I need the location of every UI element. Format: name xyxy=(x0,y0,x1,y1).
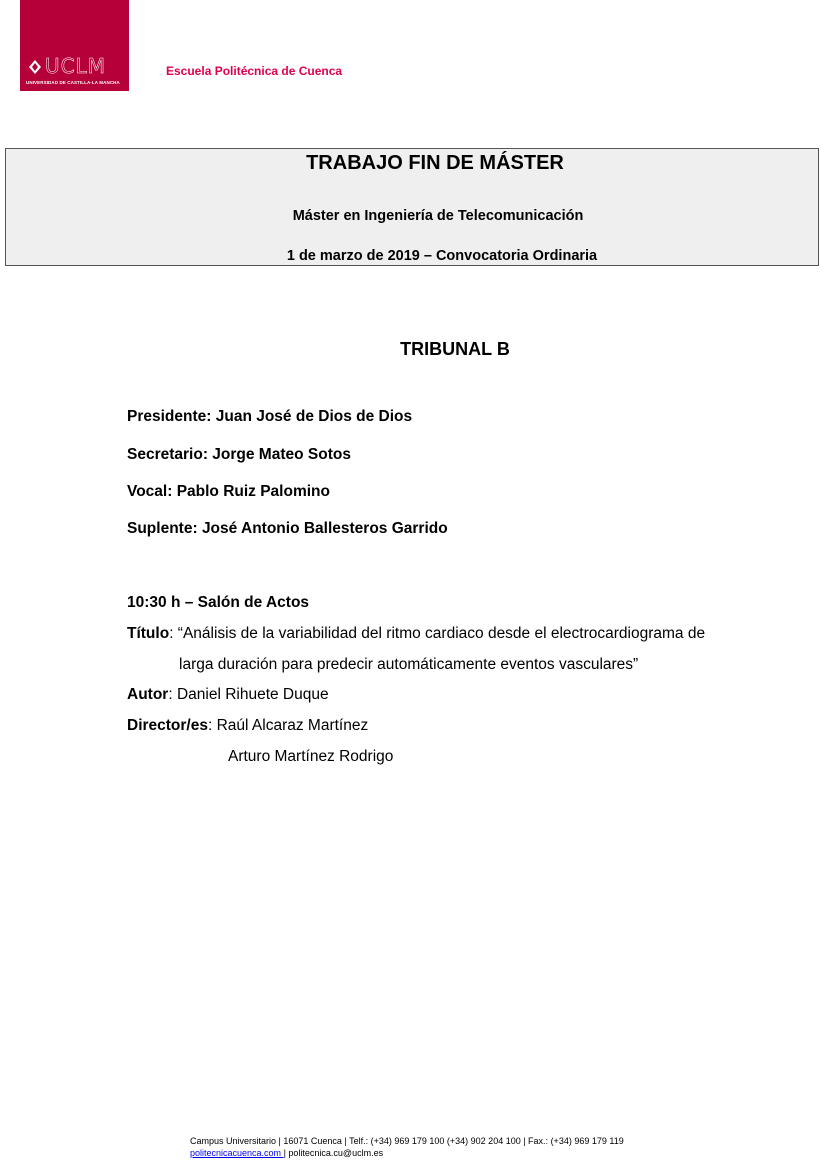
footer-contact xyxy=(190,1148,383,1158)
degree-name: Máster en Ingeniería de Telecomunicación xyxy=(292,208,584,224)
member-role: Presidente: xyxy=(127,408,212,425)
title-label: Título xyxy=(127,625,170,642)
member-secretario xyxy=(127,446,351,464)
footer-address: Campus Universitario | 16071 Cuenca | Telf.: (+34) 969 179 100 (+34) 902 204 100 | Fax.: (+34) 969 179 119 xyxy=(190,1136,624,1146)
logo-text: UCLM xyxy=(45,54,107,78)
author-name: : Daniel Rihuete Duque xyxy=(168,686,329,703)
director-line xyxy=(127,717,368,735)
thesis-title-line-1 xyxy=(127,625,705,643)
document-title: TRABAJO FIN DE MÁSTER xyxy=(306,152,564,174)
thesis-title-line-2: larga duración para predecir automáticamente eventos vasculares” xyxy=(179,656,639,673)
member-presidente xyxy=(127,408,412,426)
director-2-name: Arturo Martínez Rodrigo xyxy=(228,748,394,765)
title-text: : “Análisis de la variabilidad del ritmo cardiaco desde el electrocardiograma de xyxy=(169,625,706,642)
tribunal-heading: TRIBUNAL B xyxy=(400,339,510,359)
uclm-emblem-icon xyxy=(27,59,43,75)
member-name: Jorge Mateo Sotos xyxy=(212,446,351,463)
member-role: Vocal: xyxy=(127,483,173,500)
logo-subtext: UNIVERSIDAD DE CASTILLA-LA MANCHA xyxy=(26,80,120,85)
director-name: : Raúl Alcaraz Martínez xyxy=(207,717,369,734)
author-label: Autor xyxy=(127,686,169,703)
footer-email: | politecnica.cu@uclm.es xyxy=(283,1148,384,1158)
member-role: Suplente: xyxy=(127,520,198,537)
member-role: Secretario: xyxy=(127,446,208,463)
author-line xyxy=(127,686,329,704)
member-suplente xyxy=(127,520,448,538)
member-name: Juan José de Dios de Dios xyxy=(215,408,413,425)
exam-date: 1 de marzo de 2019 – Convocatoria Ordinaria xyxy=(286,248,598,264)
uclm-logo xyxy=(20,0,129,91)
member-name: José Antonio Ballesteros Garrido xyxy=(201,520,448,537)
website-link[interactable]: politecnicacuenca.com xyxy=(190,1148,284,1158)
school-name: Escuela Politécnica de Cuenca xyxy=(166,64,343,78)
member-vocal xyxy=(127,483,330,501)
member-name: Pablo Ruiz Palomino xyxy=(176,483,330,500)
director-label: Director/es xyxy=(127,717,208,734)
session-time-place: 10:30 h – Salón de Actos xyxy=(127,594,310,611)
